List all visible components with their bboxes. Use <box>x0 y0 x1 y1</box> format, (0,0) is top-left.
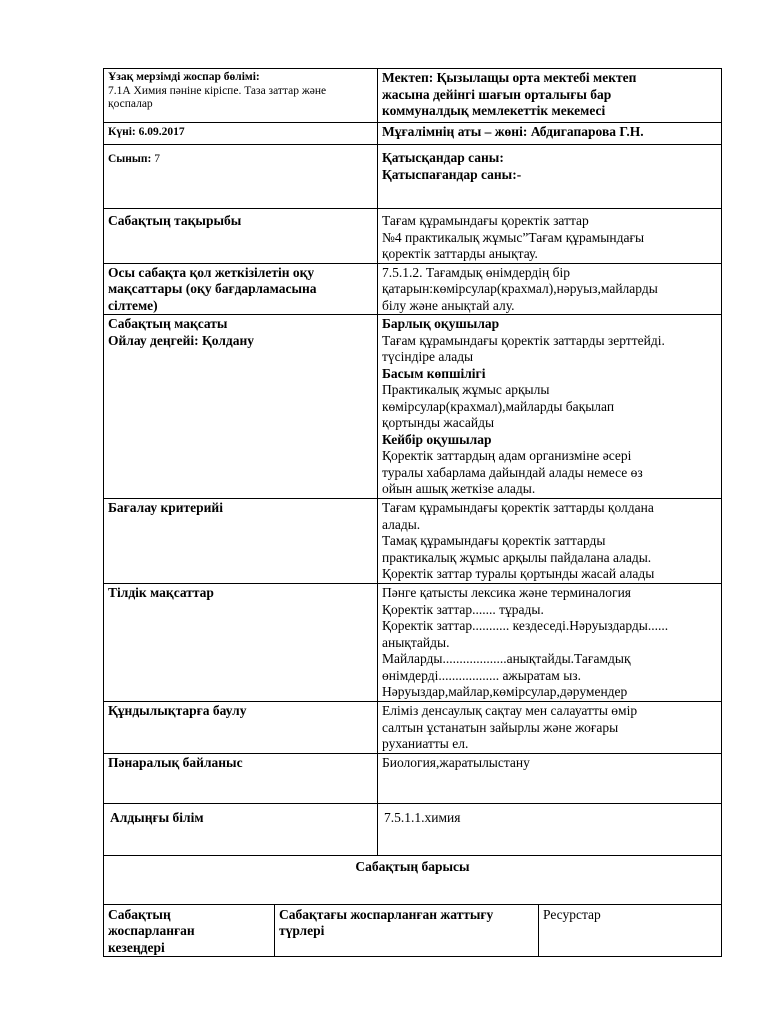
school-cell <box>378 69 722 123</box>
stages-col2-line1: Сабақтағы жоспарланған жаттығу <box>279 906 494 922</box>
topic-line2: №4 практикалық жұмыс”Тағам құрамындағы <box>382 229 645 245</box>
language-value-cell <box>378 584 722 702</box>
date-row <box>104 123 722 145</box>
class-cell <box>104 145 378 209</box>
school-line3: коммуналдық мемлекеттік мекемесі <box>382 103 606 118</box>
section-value-line2: қоспалар <box>108 98 153 110</box>
goals-row <box>104 263 722 315</box>
goals-line2: қатарын:көмірсулар(крахмал),нәруыз,майларды <box>382 281 658 296</box>
values-value-cell <box>378 702 722 754</box>
stages-col1-line1: Сабақтың <box>108 906 171 922</box>
progress-title-row <box>104 855 722 904</box>
school-line2: жасына дейінгі шағын орталығы бар <box>382 86 612 102</box>
aims-row <box>104 315 722 499</box>
prior-knowledge-value-cell <box>378 803 722 855</box>
prior-knowledge-label-cell <box>104 803 378 855</box>
interdisciplinary-row <box>104 753 722 803</box>
aims-most-line1: Практикалық жұмыс арқылы <box>382 382 550 397</box>
aims-all-line1: Тағам құрамындағы қоректік заттарды зерттейді. <box>382 332 665 348</box>
lesson-plan-document <box>103 68 721 957</box>
language-row <box>104 584 722 702</box>
interdisciplinary-value-cell <box>378 753 722 803</box>
aims-some-line2: туралы хабарлама дайындай алады немесе өз <box>382 464 643 480</box>
values-row <box>104 702 722 754</box>
goals-value-cell <box>378 263 722 315</box>
topic-label-cell <box>104 209 378 264</box>
goals-line1: 7.5.1.2. Тағамдық өнімдердің бір <box>382 264 571 280</box>
aims-most-line2: көмірсулар(крахмал),майларды бақылап <box>382 398 615 414</box>
aims-label-line1: Сабақтың мақсаты <box>108 316 228 331</box>
topic-row <box>104 209 722 264</box>
goals-label-cell <box>104 263 378 315</box>
values-line2: салтын ұстанатын зайырлы және жоғары <box>382 719 619 735</box>
present-count: Қатысқандар саны: <box>382 150 504 165</box>
criteria-value-cell <box>378 499 722 584</box>
language-line7: Нәруыздар,майлар,көмірсулар,дәрумендер <box>382 684 628 699</box>
progress-title: Сабақтың барысы <box>355 858 470 874</box>
values-label: Құндылықтарға баулу <box>108 703 247 718</box>
prior-knowledge-value: 7.5.1.1.химия <box>384 809 461 825</box>
interdisciplinary-label-cell <box>104 753 378 803</box>
school-line1: Мектеп: Қызылащы орта мектебі мектеп <box>382 70 637 85</box>
date-text: Күні: 6.09.2017 <box>108 126 185 138</box>
aims-most-heading: Басым көпшілігі <box>382 365 486 381</box>
criteria-line3: Тамақ құрамындағы қоректік заттарды <box>382 533 606 548</box>
language-label-cell <box>104 584 378 702</box>
header-row <box>104 69 722 123</box>
goals-label-line1: Осы сабақта қол жеткізілетін оқу <box>108 264 315 280</box>
aims-all-heading: Барлық оқушылар <box>382 316 500 331</box>
criteria-line2: алады. <box>382 516 421 532</box>
section-label: Ұзақ мерзімді жоспар бөлімі: <box>108 71 260 83</box>
stages-header-row <box>104 904 722 957</box>
class-value: 7 <box>151 153 160 165</box>
stages-col1-cell <box>104 904 275 957</box>
interdisciplinary-value: Биология,жаратылыстану <box>382 754 530 770</box>
goals-label-line3: сілтеме) <box>108 297 158 313</box>
values-line3: руханиатты ел. <box>382 736 469 751</box>
language-line4: анықтайды. <box>382 634 450 650</box>
aims-some-line1: Қоректік заттардың адам организміне әсері <box>382 448 632 463</box>
criteria-label-cell <box>104 499 378 584</box>
values-label-cell <box>104 702 378 754</box>
criteria-line1: Тағам құрамындағы қоректік заттарды қолдана <box>382 500 654 515</box>
topic-line1: Тағам құрамындағы қоректік заттар <box>382 213 589 228</box>
stages-col2-cell <box>275 904 539 957</box>
prior-knowledge-label: Алдыңғы білім <box>110 809 204 825</box>
progress-title-cell <box>104 855 722 904</box>
prior-knowledge-row <box>104 803 722 855</box>
language-line2: Қоректік заттар....... тұрады. <box>382 601 544 617</box>
aims-label-line2: Ойлау деңгейі: Қолдану <box>108 332 255 348</box>
language-label: Тілдік мақсаттар <box>108 585 214 600</box>
aims-some-line3: ойын ашық жеткізе алады. <box>382 481 536 496</box>
resources-label: Ресурстар <box>543 906 601 922</box>
language-line6: өнімдерді.................. ажыратам ыз. <box>382 667 581 683</box>
class-row <box>104 145 722 209</box>
lesson-stages-table <box>103 904 722 958</box>
stages-col1-line3: кезеңдері <box>108 939 165 955</box>
teacher-text: Мұғалімнің аты – жөні: Абдигапарова Г.Н. <box>382 124 644 139</box>
section-cell <box>104 69 378 123</box>
topic-line3: қоректік заттарды анықтау. <box>382 246 538 261</box>
lesson-plan-table <box>103 68 722 905</box>
aims-value-cell <box>378 315 722 499</box>
aims-label-cell <box>104 315 378 499</box>
criteria-line5: Қоректік заттар туралы қортынды жасай алады <box>382 566 655 581</box>
stages-col1-line2: жоспарланған <box>108 923 195 938</box>
goals-label-line2: мақсаттары (оқу бағдарламасына <box>108 281 317 296</box>
topic-value-cell <box>378 209 722 264</box>
absent-count: Қатыспағандар саны:- <box>382 166 522 182</box>
class-label: Сынып: <box>108 153 152 165</box>
topic-label: Сабақтың тақырыбы <box>108 213 242 228</box>
stages-col3-cell <box>539 904 722 957</box>
values-line1: Еліміз денсаулық сақтау мен салауатты өмір <box>382 703 638 718</box>
language-line1: Пәнге қатысты лексика және терминалогия <box>382 585 631 600</box>
criteria-label: Бағалау критерийі <box>108 500 223 515</box>
section-value-line1: 7.1А Химия пәніне кіріспе. Таза заттар және <box>108 84 327 97</box>
aims-most-line3: қортынды жасайды <box>382 415 495 430</box>
criteria-line4: практикалық жұмыс арқылы пайдалана алады. <box>382 549 652 565</box>
aims-all-line2: түсіндіре алады <box>382 349 474 364</box>
language-line5: Майларды...................анықтайды.Тағамдық <box>382 651 631 666</box>
language-line3: Қоректік заттар........... кездеседі.Нәруыздарды...... <box>382 618 669 633</box>
attendance-cell <box>378 145 722 209</box>
stages-col2-line2: түрлері <box>279 923 325 938</box>
goals-line3: білу және анықтай алу. <box>382 297 515 313</box>
interdisciplinary-label: Пәнаралық байланыс <box>108 754 243 770</box>
date-cell <box>104 123 378 145</box>
aims-some-heading: Кейбір оқушылар <box>382 431 492 447</box>
criteria-row <box>104 499 722 584</box>
teacher-cell <box>378 123 722 145</box>
